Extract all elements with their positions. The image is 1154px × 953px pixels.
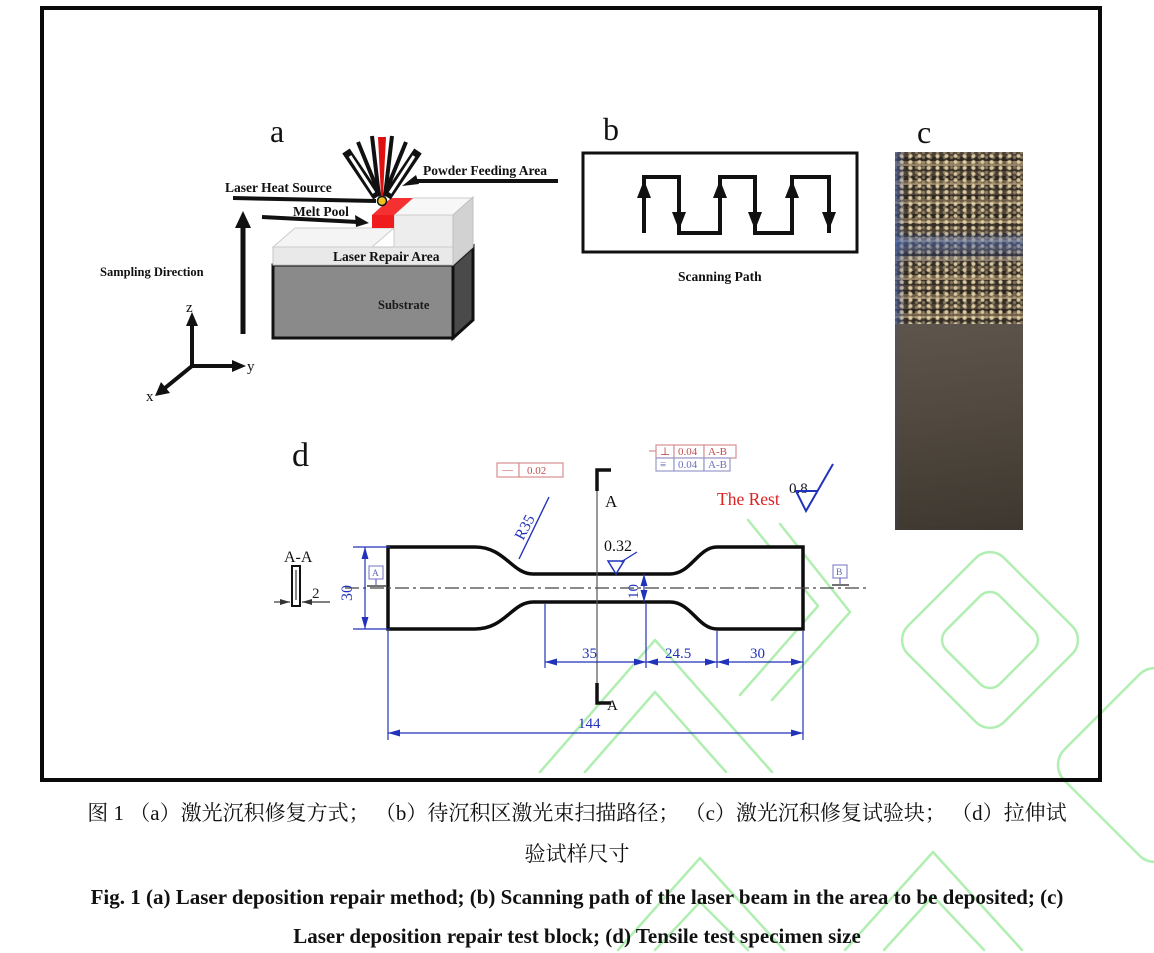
roughness-symbol-gauge (608, 561, 624, 574)
datum-b-label: B (836, 568, 843, 578)
panel-d-label: d (292, 437, 309, 474)
scan-arrow-down (672, 212, 686, 230)
laser-heat-source-leader (233, 198, 376, 201)
symmetry-datum: A-B (708, 459, 727, 471)
section-view-label: A-A (284, 549, 313, 566)
dim-total-length-label: 144 (578, 716, 601, 732)
repair-step-top-face (273, 228, 394, 247)
scan-arrow-down (822, 212, 836, 230)
datum-a-label: A (372, 569, 379, 579)
panel-c-label: c (917, 114, 932, 150)
fillet-radius-label: R35 (511, 512, 539, 543)
scanning-path-label: Scanning Path (678, 269, 762, 284)
datum-b (832, 565, 849, 585)
roughness-gauge-label: 0.32 (604, 538, 632, 555)
perpendicularity-value: 0.04 (678, 446, 698, 458)
tolerance-frame-symmetry (656, 458, 730, 471)
tolerance-frame-straightness (497, 463, 563, 477)
powder-feeding-label: Powder Feeding Area (423, 163, 547, 178)
sampling-direction-label: Sampling Direction (100, 265, 204, 279)
x-axis (165, 366, 192, 388)
caption-chinese-line2: 验试样尺寸 (524, 842, 630, 866)
perpendicularity-symbol: ⊥ (660, 446, 671, 458)
panel-d (274, 437, 866, 740)
tolerance-frame-perpendicularity (649, 445, 736, 458)
z-axis-label: z (186, 300, 193, 316)
coordinate-axes (146, 300, 255, 405)
laser-focus-spot (378, 197, 387, 206)
substrate-label: Substrate (378, 298, 430, 312)
straightness-value: 0.02 (527, 465, 547, 477)
y-axis-label: y (247, 359, 255, 375)
serpentine-scan-path (644, 177, 829, 233)
dim-transition-length-label: 24.5 (665, 646, 692, 662)
melt-pool-front-face (372, 215, 394, 228)
laser-nozzle (346, 136, 418, 206)
straightness-symbol: — (502, 464, 513, 476)
section-view-aa (274, 549, 330, 606)
section-bracket-top (597, 470, 611, 491)
symmetry-value: 0.04 (678, 459, 698, 471)
melt-pool-label: Melt Pool (293, 204, 349, 219)
scan-arrow-up (785, 180, 799, 198)
panel-b (583, 111, 857, 284)
laser-heat-source-label: Laser Heat Source (225, 180, 332, 195)
perpendicularity-datum: A-B (708, 446, 727, 458)
dim-grip-length-label: 30 (750, 646, 765, 662)
scan-arrow-up (713, 180, 727, 198)
sampling-direction-arrowhead (235, 211, 251, 228)
thickness-dim-label: 2 (312, 586, 320, 602)
section-marker-top-label: A (605, 492, 618, 511)
panel-b-label: b (603, 111, 619, 147)
raised-deposit-front-face (394, 215, 453, 247)
dim-gauge-length-label: 35 (582, 646, 597, 662)
panel-a (100, 113, 558, 405)
roughness-rest-label: 0.8 (789, 481, 808, 497)
caption-chinese-line1: 图 1 （a）激光沉积修复方式； （b）待沉积区激光束扫描路径； （c）激光沉积修复试验块； （d）拉伸试 (87, 801, 1067, 825)
section-marker-bottom-label: A (607, 698, 618, 714)
caption-english-line1: Fig. 1 (a) Laser deposition repair method; (b) Scanning path of the laser beam in the area to be deposited; (c) (90, 885, 1064, 909)
panel-a-label: a (270, 113, 285, 149)
symmetry-symbol: ≡ (660, 459, 667, 471)
laser-repair-area-label: Laser Repair Area (333, 249, 440, 264)
caption-english-line2: Laser deposition repair test block; (d) Tensile test specimen size (293, 924, 861, 948)
datum-a (367, 566, 386, 586)
scan-arrow-down (748, 212, 762, 230)
x-axis-label: x (146, 389, 154, 405)
dim-gauge-width-label: 10 (626, 584, 642, 599)
rest-label: The Rest (717, 489, 780, 509)
dim-grip-width-label: 30 (339, 585, 356, 601)
y-axis-arrowhead (232, 360, 246, 372)
scan-arrow-up (637, 180, 651, 198)
melt-pool-arrowhead (355, 215, 369, 227)
